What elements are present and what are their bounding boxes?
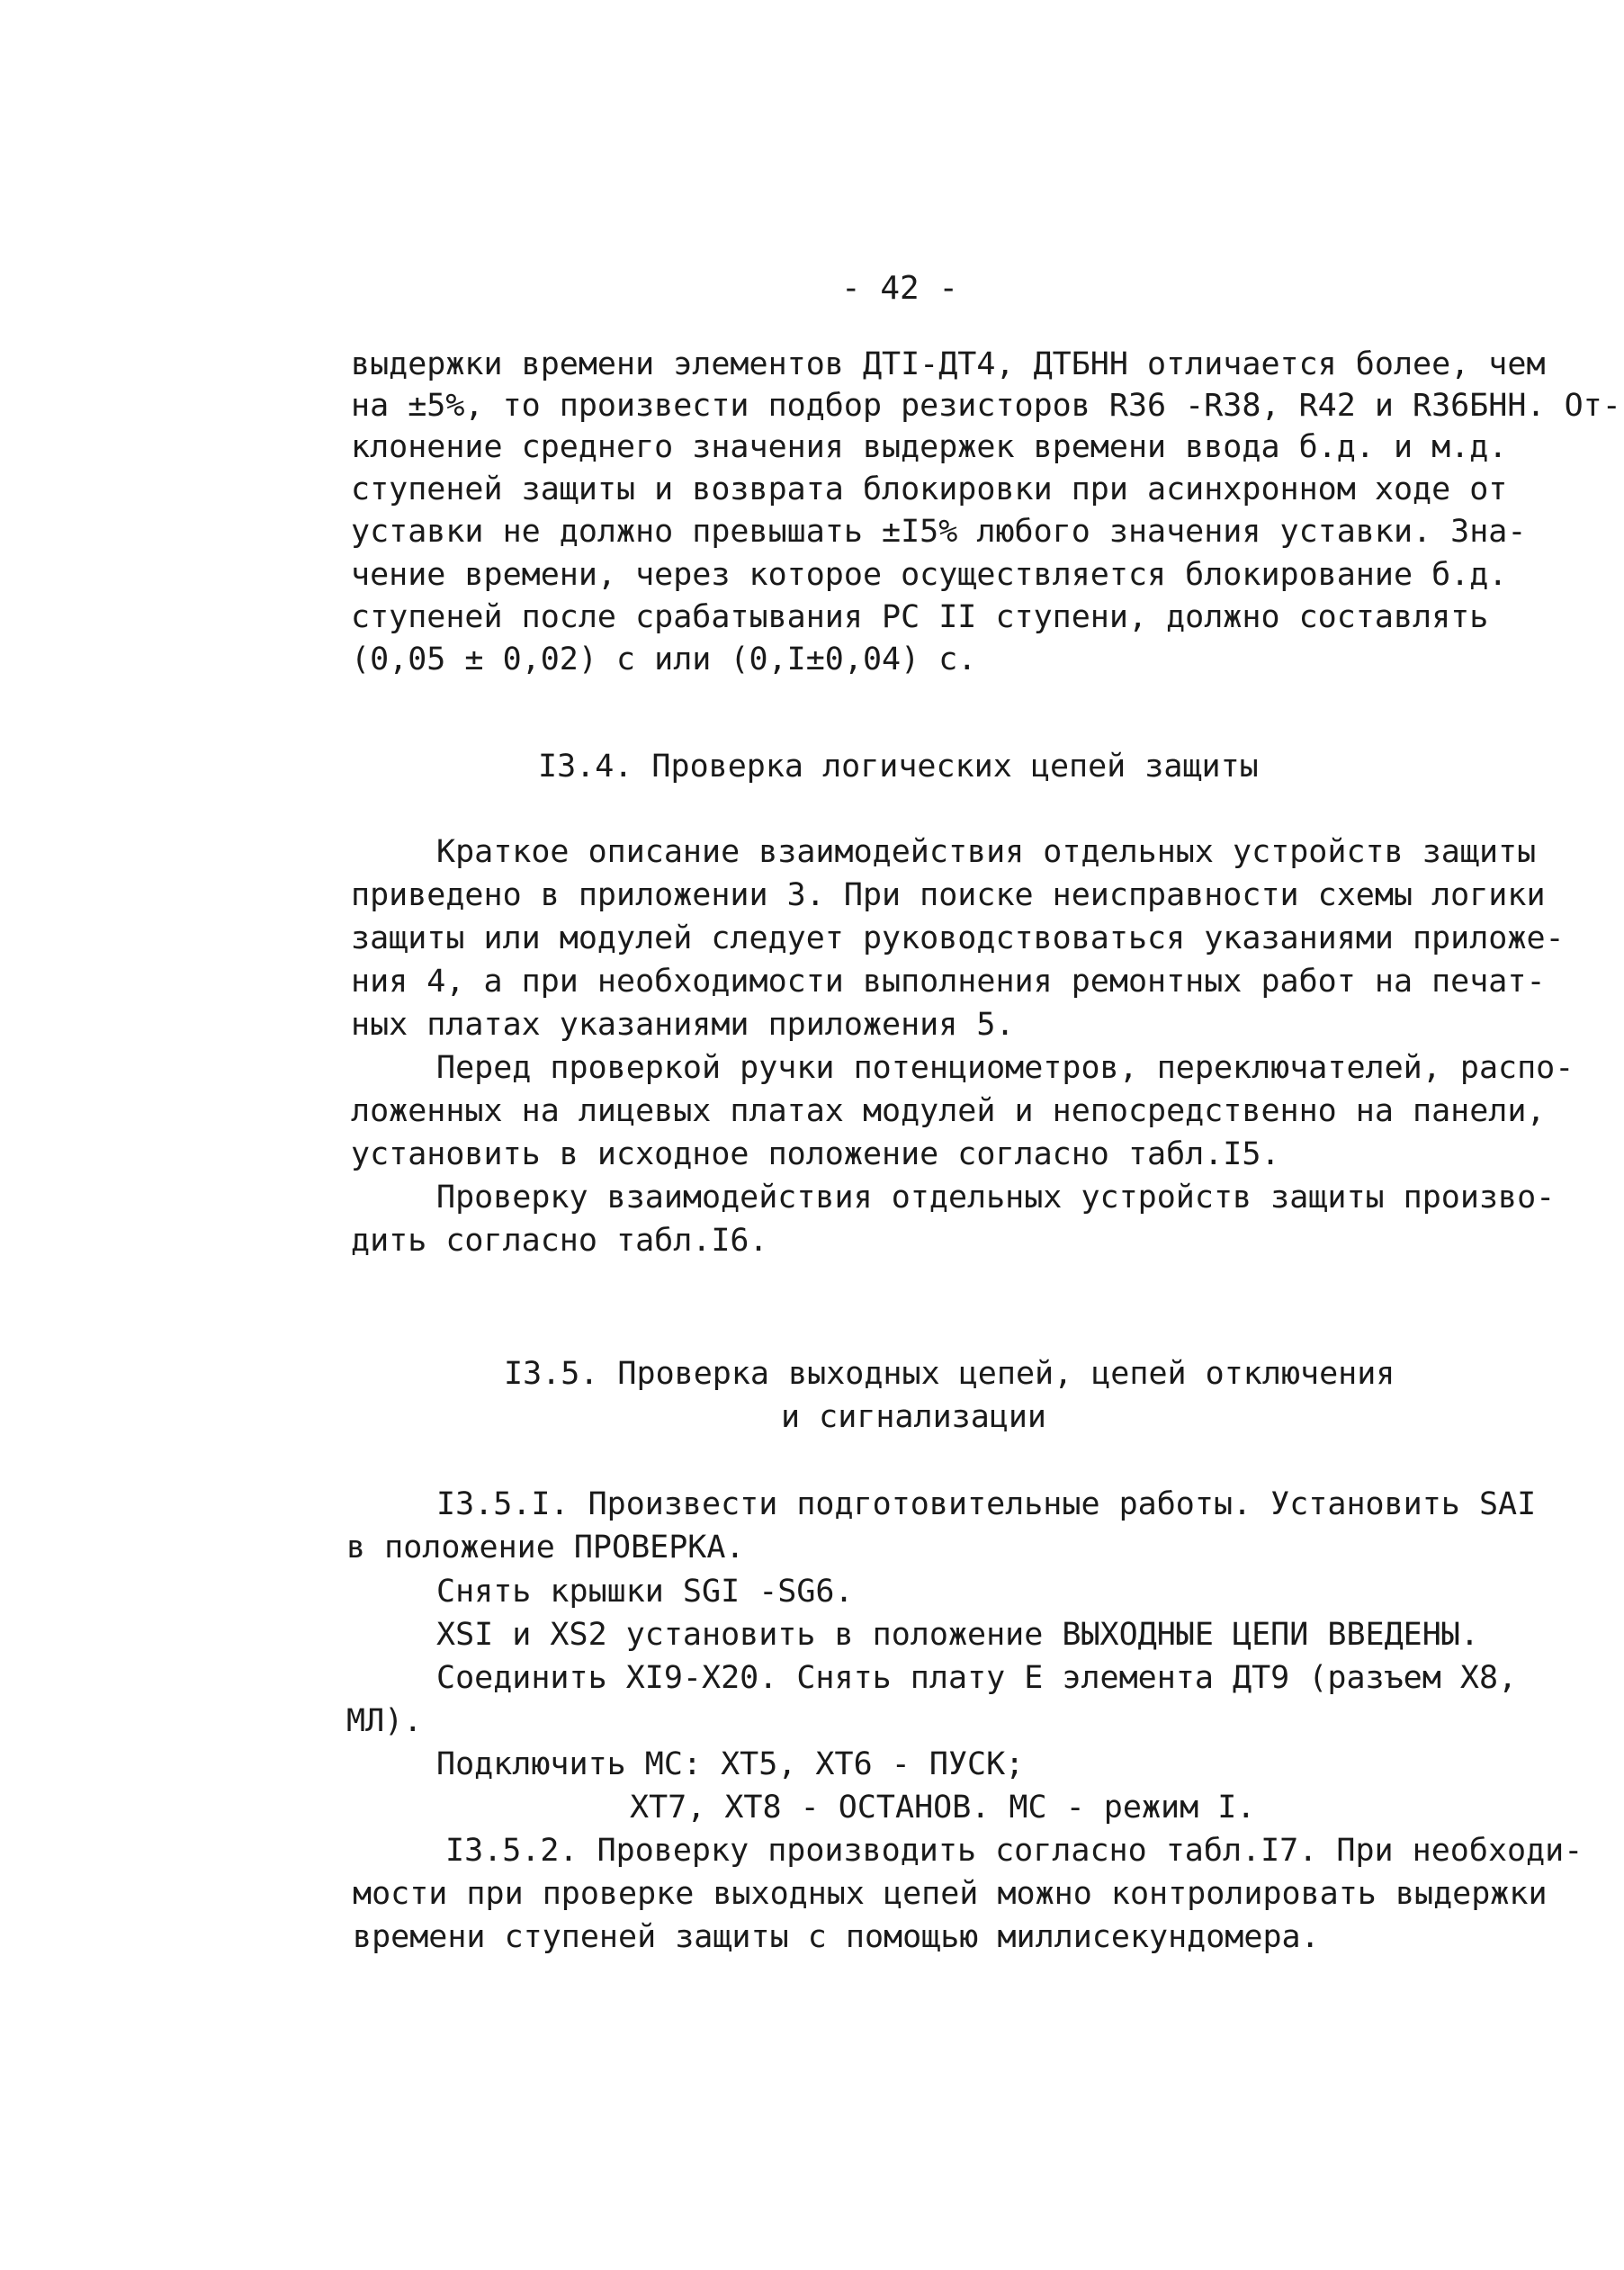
para1-line: уставки не должно превышать ±I5% любого значения уставки. Зна-: [351, 514, 1527, 550]
section-13-4-line: Краткое описание взаимодействия отдельных устройств защиты: [436, 834, 1537, 870]
section-13-5-heading-line2: и сигнализации: [781, 1399, 1047, 1435]
section-13-4-line: установить в исходное положение согласно табл.I5.: [351, 1136, 1280, 1172]
section-13-4-line: ния 4, а при необходимости выполнения ремонтных работ на печат-: [351, 964, 1546, 1000]
section-13-4-line: ных платах указаниями приложения 5.: [351, 1007, 1015, 1043]
para1-line: на ±5%, то произвести подбор резисторов R36 -R38, R42 и R36БНН. От-: [351, 388, 1621, 424]
section-13-5-line: в положение ПРОВЕРКА.: [346, 1530, 745, 1566]
para1-line: чение времени, через которое осуществляется блокирование б.д.: [351, 557, 1508, 593]
para1-line: ступеней защиты и возврата блокировки при асинхронном ходе от: [351, 471, 1508, 507]
section-13-5-line: XSI и XS2 установить в положение ВЫХОДНЫЕ ЦЕПИ ВВЕДЕНЫ.: [436, 1617, 1479, 1653]
para1-line: ступеней после срабатывания РС II ступени, должно составлять: [351, 599, 1489, 635]
section-13-4-line: дить согласно табл.I6.: [351, 1223, 768, 1259]
para1-line: клонение среднего значения выдержек времени ввода б.д. и м.д.: [351, 429, 1508, 465]
section-13-5-line: I3.5.2. Проверку производить согласно табл.I7. При необходи-: [445, 1833, 1584, 1869]
section-13-5-line: времени ступеней защиты с помощью миллисекундомера.: [353, 1919, 1320, 1955]
section-13-4-line: приведено в приложении 3. При поиске неисправности схемы логики: [351, 877, 1546, 913]
section-13-5-line: Подключить МС: XT5, XT6 - ПУСК;: [436, 1746, 1025, 1782]
section-13-4-line: ложенных на лицевых платах модулей и непосредственно на панели,: [351, 1093, 1546, 1129]
section-13-5-line: XT7, XT8 - ОСТАНОВ. МС - режим I.: [630, 1790, 1256, 1826]
page-number: - 42 -: [841, 270, 959, 307]
section-13-4-line: Проверку взаимодействия отдельных устройств защиты произво-: [436, 1180, 1556, 1216]
section-13-4-line: Перед проверкой ручки потенциометров, переключателей, распо-: [436, 1050, 1575, 1086]
para1-line: выдержки времени элементов ДТI-ДТ4, ДТБНН отличается более, чем: [351, 346, 1546, 382]
section-13-5-heading-line1: I3.5. Проверка выходных цепей, цепей отключения: [504, 1356, 1395, 1392]
section-13-5-line: Соединить XI9-X20. Снять плату Е элемента ДТ9 (разъем X8,: [436, 1660, 1518, 1696]
section-13-5-line: мости при проверке выходных цепей можно контролировать выдержки: [353, 1876, 1548, 1912]
section-13-4-line: защиты или модулей следует руководствоваться указаниями приложе-: [351, 920, 1565, 956]
para1-line: (0,05 ± 0,02) с или (0,I±0,04) с.: [351, 642, 977, 677]
section-13-5-line: Снять крышки SGI -SG6.: [436, 1574, 854, 1610]
section-13-4-heading: I3.4. Проверка логических цепей защиты: [538, 749, 1259, 785]
section-13-5-line: I3.5.I. Произвести подготовительные работы. Установить SAI: [436, 1486, 1537, 1522]
section-13-5-line: МЛ).: [346, 1703, 423, 1739]
